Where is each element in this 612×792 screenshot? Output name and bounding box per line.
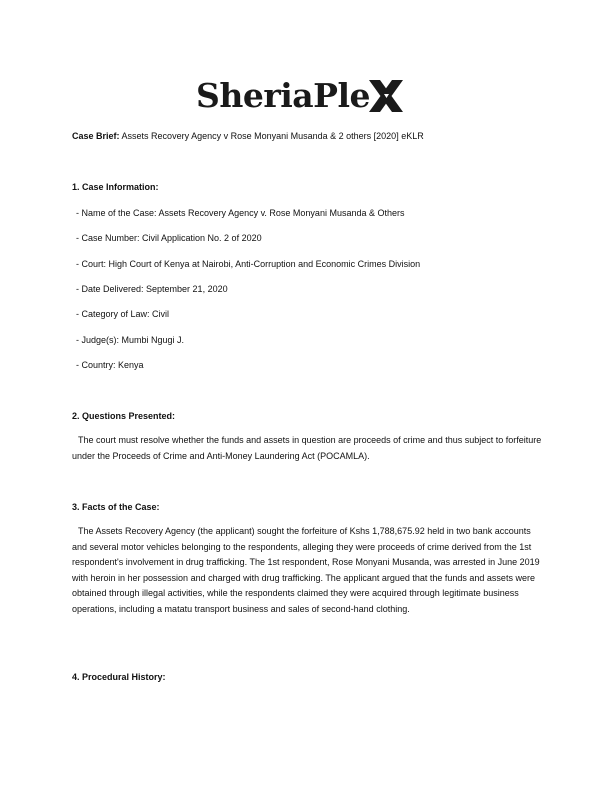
- case-brief-label: Case Brief:: [72, 131, 120, 141]
- case-info-category: - Category of Law: Civil: [76, 309, 170, 319]
- case-info-number: - Case Number: Civil Application No. 2 of 2020: [76, 233, 262, 243]
- sheriaplex-logo: [196, 76, 405, 114]
- facts-paragraph: [72, 524, 542, 617]
- case-info-judges: - Judge(s): Mumbi Ngugi J.: [76, 335, 185, 345]
- case-info-name: - Name of the Case: Assets Recovery Agency v. Rose Monyani Musanda & Others: [76, 208, 405, 218]
- logo-wordmark: SheriaPle: [196, 75, 370, 115]
- case-info-country: - Country: Kenya: [76, 360, 144, 370]
- section-heading-facts: 3. Facts of the Case:: [72, 502, 160, 512]
- questions-paragraph: [72, 433, 542, 464]
- section-heading-procedural-history: 4. Procedural History:: [72, 672, 166, 682]
- section-heading-questions: 2. Questions Presented:: [72, 411, 176, 421]
- facts-text: The Assets Recovery Agency (the applicant) sought the forfeiture of Kshs 1,788,675.92 held in two bank accounts and several motor vehicles belonging to the respondents, alleging they were proceeds of crime derived from the 1st respondent's involvement in drug trafficking. The 1st respondent, Rose Monyani Musanda, was arrested in June 2019 with heroin in her possession and charged with drug trafficking. The applicant argued that the funds and assets were obtained through illegal activities, while the respondents claimed they were acquired through legitimate business operations, including a matatu transport business and sales of second-hand clothing.: [72, 526, 540, 614]
- section-heading-case-information: 1. Case Information:: [72, 182, 159, 192]
- case-brief-text: Assets Recovery Agency v Rose Monyani Musanda & 2 others [2020] eKLR: [121, 131, 424, 141]
- case-brief-title: [72, 131, 424, 141]
- case-info-court: - Court: High Court of Kenya at Nairobi, Anti-Corruption and Economic Crimes Division: [76, 259, 421, 269]
- questions-text: The court must resolve whether the funds and assets in question are proceeds of crime and thus subject to forfeiture under the Proceeds of Crime and Anti-Money Laundering Act (POCAMLA).: [72, 435, 542, 461]
- case-info-date: - Date Delivered: September 21, 2020: [76, 284, 228, 294]
- logo-x-mark-icon: [367, 78, 405, 114]
